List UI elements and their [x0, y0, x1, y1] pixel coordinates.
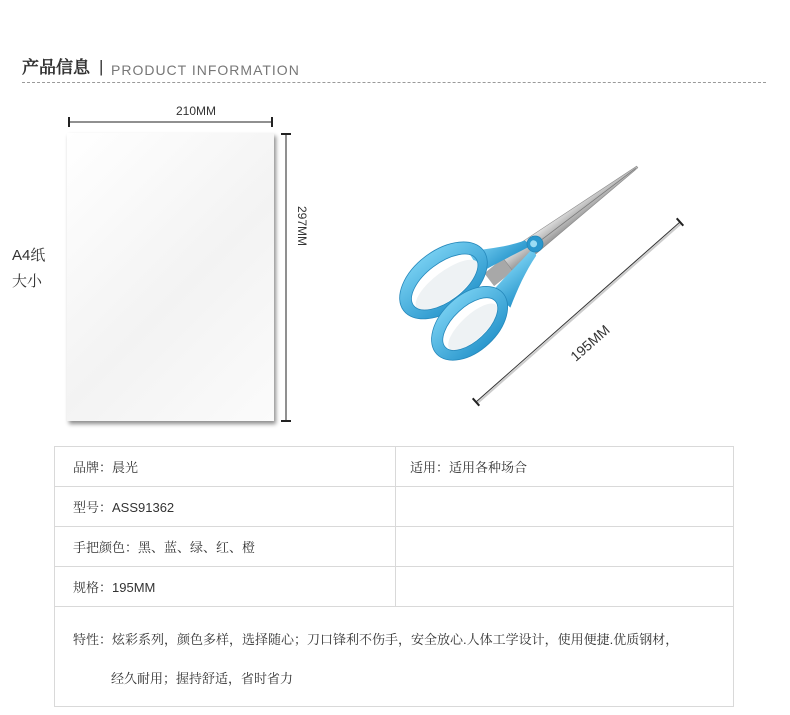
- scissors-image: [383, 122, 671, 378]
- handle-colors-cell: 手把颜色：黑、蓝、绿、红、橙: [73, 540, 256, 555]
- scissors-blade: [501, 158, 643, 272]
- table-row: [55, 526, 733, 566]
- empty-cell: [395, 567, 733, 606]
- paper-caption-line1: A4纸: [12, 247, 46, 264]
- brand-cell: 品牌：晨光: [73, 460, 139, 475]
- title-separator: |: [99, 57, 104, 76]
- width-label: 210MM: [175, 104, 217, 118]
- table-row: [55, 486, 733, 526]
- model-cell: 型号：ASS91362: [73, 500, 175, 515]
- height-label: 297MM: [295, 205, 309, 247]
- table-row: [55, 566, 733, 606]
- features-line1: 特性：炫彩系列，颜色多样，选择随心；刀口锋利不伤手，安全放心.人体工学设计，使用便捷.优质钢材，: [73, 632, 679, 647]
- usage-cell: 适用：适用各种场合: [395, 447, 733, 486]
- height-dimension-line: [281, 134, 291, 421]
- empty-cell: [395, 527, 733, 566]
- section-title-cn: 产品信息: [22, 58, 90, 77]
- length-label: 195MM: [567, 321, 613, 365]
- empty-cell: [395, 487, 733, 526]
- features-row: [55, 606, 733, 706]
- size-cell: 规格：195MM: [73, 580, 156, 595]
- paper-caption-line2: 大小: [12, 273, 43, 290]
- section-title-en: PRODUCT INFORMATION: [111, 62, 300, 78]
- features-line2: 经久耐用；握持舒适，省时省力: [111, 671, 294, 686]
- table-row: [55, 447, 733, 486]
- width-dimension-line: [69, 117, 272, 127]
- scissors-blade-seam: [529, 168, 636, 249]
- spec-table: [54, 446, 734, 707]
